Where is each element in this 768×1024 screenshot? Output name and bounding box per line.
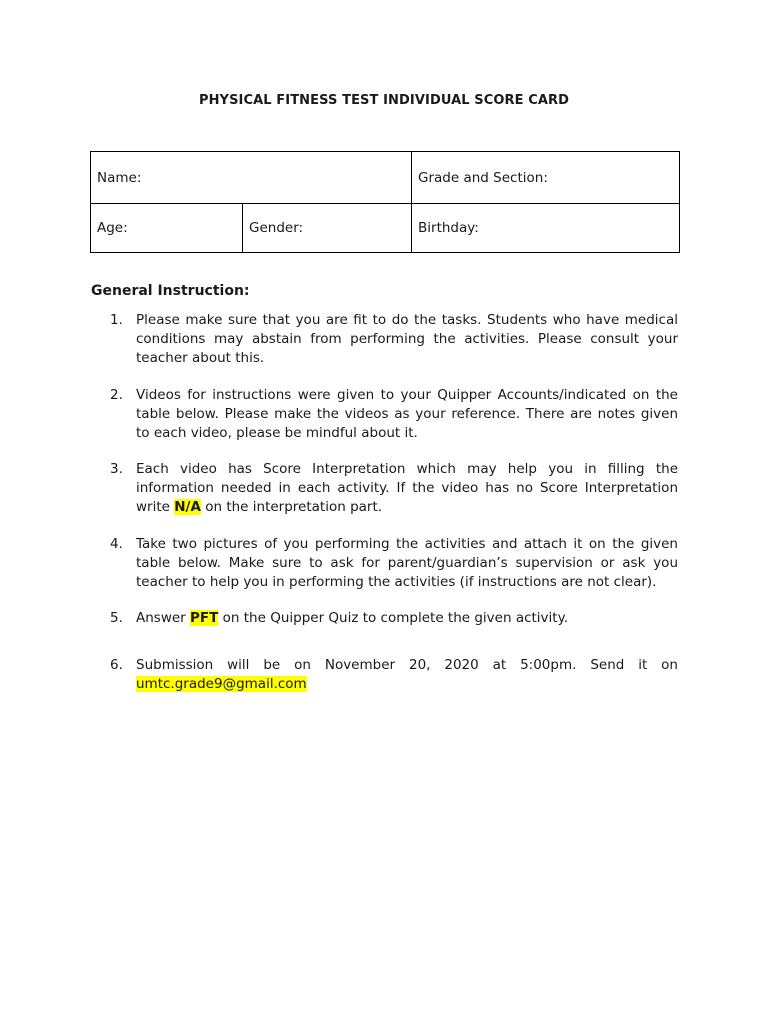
name-cell[interactable]	[91, 152, 412, 204]
instruction-item	[110, 656, 678, 694]
instruction-text-after: on the interpretation part.	[200, 498, 383, 515]
info-row-details	[91, 204, 680, 253]
gender-cell[interactable]	[243, 204, 412, 253]
instruction-text: Videos for instructions were given to your Quipper Accounts/indicated on the table below. Please make the videos as your reference. There are notes given to each video, please be mindful about it.	[136, 387, 678, 441]
page-title: PHYSICAL FITNESS TEST INDIVIDUAL SCORE CARD	[198, 93, 570, 108]
instruction-number: 6.	[110, 657, 123, 673]
age-cell[interactable]	[91, 204, 243, 253]
instruction-text	[136, 460, 678, 516]
instruction-item	[110, 609, 678, 628]
instruction-text: Take two pictures of you performing the activities and attach it on the given table below. Make sure to ask for parent/guardian’s supervision or ask you teacher to help you in performing the activities (if instructions are not clear).	[136, 536, 678, 590]
instruction-text-after: on the Quipper Quiz to complete the given activity.	[218, 610, 568, 626]
birthday-cell[interactable]	[412, 204, 680, 253]
instruction-text-before: Each video has Score Interpretation which may help you in filling the information needed in each activity. If the video has no Score Interpretation write	[136, 461, 678, 515]
instruction-number: 2.	[110, 387, 123, 403]
na-highlight: N/A	[174, 498, 201, 515]
instruction-number: 3.	[110, 461, 123, 477]
instruction-text	[136, 609, 678, 628]
student-info-table	[90, 151, 680, 253]
birthday-label: Birthday:	[418, 220, 479, 236]
general-instruction-heading: General Instruction:	[91, 283, 250, 299]
name-label: Name:	[97, 169, 142, 186]
instruction-number: 4.	[110, 536, 123, 552]
instruction-number: 1.	[110, 312, 123, 328]
grade-section-label: Grade and Section:	[418, 169, 548, 186]
gender-label: Gender:	[249, 220, 304, 236]
info-row-name	[91, 152, 680, 204]
age-label: Age:	[97, 220, 128, 236]
instruction-text	[136, 656, 678, 694]
pft-highlight: PFT	[190, 610, 219, 626]
grade-section-cell[interactable]	[412, 152, 680, 204]
submission-text: Submission will be on November 20, 2020 at 5:00pm. Send it on	[136, 657, 678, 673]
instruction-number: 5.	[110, 610, 123, 626]
instruction-item	[110, 460, 678, 516]
instruction-item	[110, 535, 678, 591]
email-link[interactable]: umtc.grade9@gmail.com	[136, 675, 307, 692]
instruction-item	[110, 311, 678, 367]
instruction-text: Please make sure that you are fit to do the tasks. Students who have medical conditions may abstain from performing the activities. Please consult your teacher about this.	[136, 312, 678, 366]
instruction-text-before: Answer	[136, 610, 191, 626]
instruction-item	[110, 386, 678, 442]
